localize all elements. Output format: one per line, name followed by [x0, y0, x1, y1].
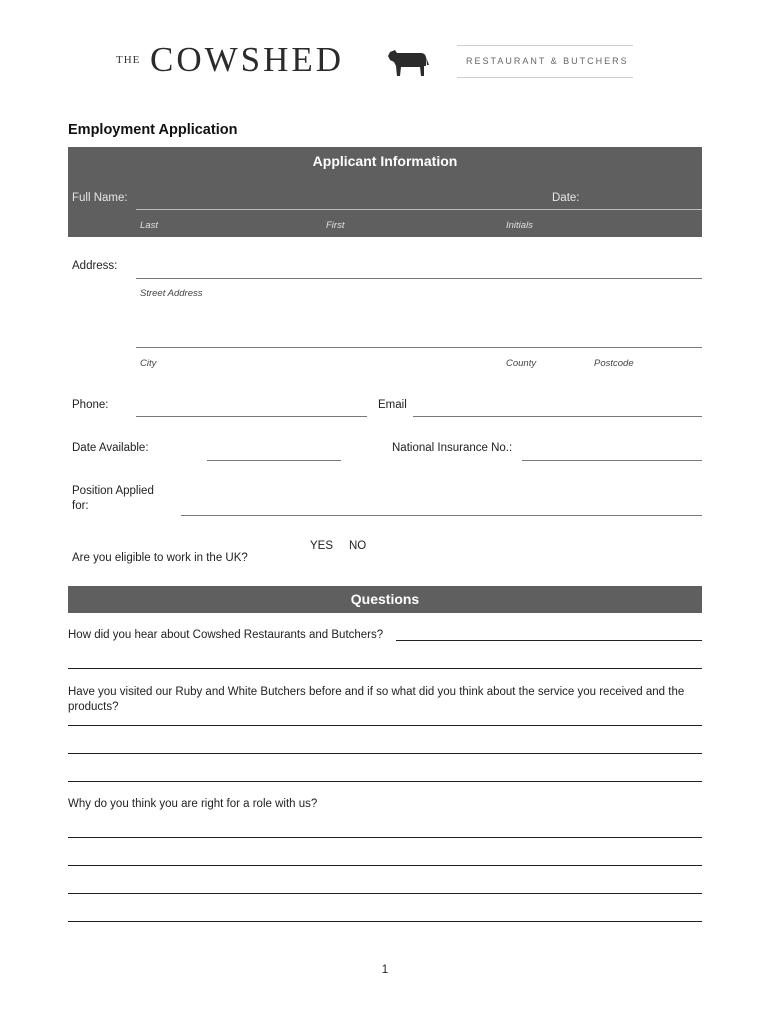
question-3-answer-line-2[interactable] [68, 865, 702, 866]
question-2-answer-line-1[interactable] [68, 725, 702, 726]
email-field[interactable] [413, 416, 702, 417]
applicant-info-band [68, 147, 702, 237]
full-name-label: Full Name: [72, 192, 128, 204]
city-county-postcode-field[interactable] [136, 347, 702, 348]
cow-icon [387, 46, 429, 78]
address-label: Address: [72, 260, 118, 272]
question-3-answer-line-4[interactable] [68, 921, 702, 922]
position-applied-label: Position Applied for: [72, 485, 154, 512]
question-2-answer-line-3[interactable] [68, 781, 702, 782]
question-3-answer-line-3[interactable] [68, 893, 702, 894]
logo-tagline: RESTAURANT & BUTCHERS [466, 56, 629, 66]
email-label: Email [378, 399, 407, 411]
logo-name: COWSHED [150, 40, 345, 79]
question-1-answer-line[interactable] [396, 640, 702, 641]
questions-heading: Questions [350, 591, 420, 607]
full-name-field[interactable] [136, 209, 610, 210]
document-title: Employment Application [68, 122, 238, 138]
question-3: Why do you think you are right for a role with us? [68, 798, 318, 810]
page-number: 1 [381, 964, 389, 976]
question-3-answer-line-1[interactable] [68, 837, 702, 838]
logo-rule-bottom [457, 77, 633, 78]
national-insurance-label: National Insurance No.: [392, 442, 513, 454]
street-address-field[interactable] [136, 278, 702, 279]
postcode-hint: Postcode [594, 358, 634, 369]
phone-label: Phone: [72, 399, 109, 411]
questions-band [68, 586, 702, 613]
initials-hint: Initials [506, 220, 533, 231]
last-name-hint: Last [140, 220, 158, 231]
eligible-uk-label: Are you eligible to work in the UK? [72, 552, 248, 564]
first-name-hint: First [326, 220, 345, 231]
national-insurance-field[interactable] [522, 460, 702, 461]
logo-the: THE [116, 54, 141, 66]
question-1-answer-line-2[interactable] [68, 668, 702, 669]
county-hint: County [506, 358, 537, 369]
date-available-field[interactable] [207, 460, 341, 461]
street-address-hint: Street Address [140, 288, 203, 299]
question-2-answer-line-2[interactable] [68, 753, 702, 754]
question-1: How did you hear about Cowshed Restaurants and Butchers? [68, 629, 384, 641]
city-hint: City [140, 358, 157, 369]
no-option[interactable]: NO [349, 540, 367, 552]
applicant-info-heading: Applicant Information [312, 153, 458, 169]
logo-rule-top [457, 45, 633, 46]
position-applied-field[interactable] [181, 515, 702, 516]
question-2: Have you visited our Ruby and White Butchers before and if so what did you think about the service you received and the products? [68, 686, 685, 713]
yes-option[interactable]: YES [310, 540, 334, 552]
date-available-label: Date Available: [72, 442, 149, 454]
date-field[interactable] [586, 209, 702, 210]
phone-field[interactable] [136, 416, 367, 417]
date-label: Date: [552, 192, 580, 204]
